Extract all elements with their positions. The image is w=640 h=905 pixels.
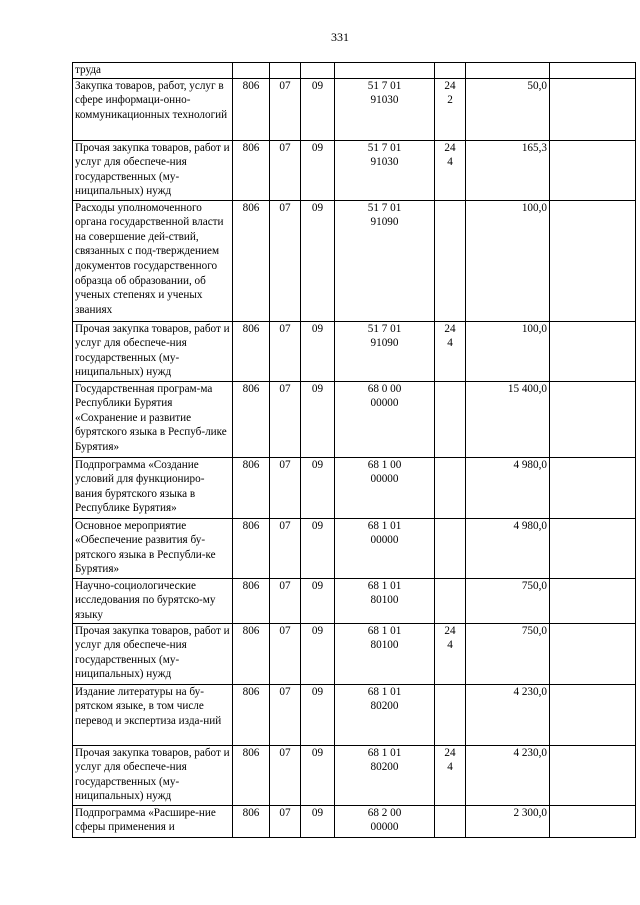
cell-vr bbox=[435, 684, 466, 745]
cell-ved: 806 bbox=[233, 623, 270, 684]
cell-vr bbox=[435, 140, 466, 200]
cell-csr bbox=[335, 578, 435, 623]
csr-line-2: 91030 bbox=[370, 156, 399, 169]
cell-ved: 806 bbox=[233, 745, 270, 805]
cell-empty bbox=[550, 745, 636, 805]
csr-line-1: 51 7 01 bbox=[367, 141, 402, 154]
vr-line-2: 4 bbox=[447, 337, 453, 350]
csr-line-1: 68 1 01 bbox=[367, 579, 402, 592]
cell-pr: 09 bbox=[301, 805, 335, 837]
vr-line-1: 24 bbox=[444, 624, 456, 637]
cell-csr bbox=[335, 381, 435, 457]
page-number: 331 bbox=[331, 30, 349, 44]
cell-pr bbox=[301, 63, 335, 79]
csr-line-1: 68 2 00 bbox=[367, 806, 402, 819]
cell-name: Расходы уполномоченного органа государственной власти на совершение дей-ствий, связанных с под-тверждением документов государственного образца об образовании, об ученых степенях и ученых званиях bbox=[73, 200, 233, 321]
cell-amount: 4 980,0 bbox=[466, 457, 550, 518]
csr-line-2: 91090 bbox=[370, 216, 399, 229]
cell-amount: 100,0 bbox=[466, 200, 550, 321]
cell-csr bbox=[335, 518, 435, 578]
cell-pr: 09 bbox=[301, 745, 335, 805]
cell-pr: 09 bbox=[301, 140, 335, 200]
cell-amount: 4 230,0 bbox=[466, 684, 550, 745]
csr-line-1: 68 1 00 bbox=[367, 458, 402, 471]
table-row bbox=[73, 457, 636, 518]
cell-rz: 07 bbox=[270, 200, 301, 321]
cell-empty bbox=[550, 518, 636, 578]
cell-empty bbox=[550, 63, 636, 79]
table-row bbox=[73, 805, 636, 837]
cell-vr bbox=[435, 623, 466, 684]
cell-pr: 09 bbox=[301, 321, 335, 381]
cell-pr: 09 bbox=[301, 457, 335, 518]
cell-empty bbox=[550, 78, 636, 140]
cell-csr bbox=[335, 140, 435, 200]
cell-vr bbox=[435, 457, 466, 518]
cell-vr bbox=[435, 518, 466, 578]
csr-line-1: 51 7 01 bbox=[367, 201, 402, 214]
cell-amount: 4 980,0 bbox=[466, 518, 550, 578]
cell-pr: 09 bbox=[301, 518, 335, 578]
cell-csr bbox=[335, 78, 435, 140]
cell-empty bbox=[550, 321, 636, 381]
cell-ved: 806 bbox=[233, 140, 270, 200]
csr-line-2: 80100 bbox=[370, 639, 399, 652]
cell-ved: 806 bbox=[233, 381, 270, 457]
cell-ved: 806 bbox=[233, 518, 270, 578]
cell-vr bbox=[435, 200, 466, 321]
cell-csr bbox=[335, 745, 435, 805]
csr-line-2: 00000 bbox=[370, 821, 399, 834]
table-row bbox=[73, 745, 636, 805]
table-row bbox=[73, 78, 636, 140]
csr-line-2: 00000 bbox=[370, 473, 399, 486]
csr-line-1: 68 0 00 bbox=[367, 382, 402, 395]
cell-pr: 09 bbox=[301, 200, 335, 321]
csr-line-2: 91090 bbox=[370, 337, 399, 350]
cell-rz: 07 bbox=[270, 805, 301, 837]
cell-vr bbox=[435, 578, 466, 623]
cell-ved: 806 bbox=[233, 200, 270, 321]
cell-rz: 07 bbox=[270, 623, 301, 684]
csr-line-2: 80200 bbox=[370, 761, 399, 774]
cell-vr bbox=[435, 78, 466, 140]
cell-empty bbox=[550, 684, 636, 745]
cell-amount: 750,0 bbox=[466, 623, 550, 684]
cell-csr bbox=[335, 684, 435, 745]
cell-empty bbox=[550, 578, 636, 623]
table-row bbox=[73, 140, 636, 200]
cell-name: Прочая закупка товаров, работ и услуг для обеспече-ния государственных (му-ниципальных) нужд bbox=[73, 321, 233, 381]
cell-ved: 806 bbox=[233, 457, 270, 518]
csr-line-2: 80200 bbox=[370, 700, 399, 713]
cell-amount bbox=[466, 63, 550, 79]
cell-name: Прочая закупка товаров, работ и услуг для обеспече-ния государственных (му-ниципальных) нужд bbox=[73, 623, 233, 684]
table-row bbox=[73, 684, 636, 745]
cell-name: Основное мероприятие «Обеспечение развития бу-рятского языка в Республи-ке Бурятия» bbox=[73, 518, 233, 578]
vr-line-1: 24 bbox=[444, 79, 456, 92]
csr-line-2: 00000 bbox=[370, 397, 399, 410]
vr-line-2: 2 bbox=[447, 94, 453, 107]
cell-empty bbox=[550, 805, 636, 837]
cell-csr bbox=[335, 623, 435, 684]
cell-ved: 806 bbox=[233, 78, 270, 140]
csr-line-1: 68 1 01 bbox=[367, 746, 402, 759]
cell-amount: 50,0 bbox=[466, 78, 550, 140]
table-row bbox=[73, 321, 636, 381]
cell-rz: 07 bbox=[270, 518, 301, 578]
cell-pr: 09 bbox=[301, 684, 335, 745]
cell-name: Закупка товаров, работ, услуг в сфере информаци-онно-коммуникационных технологий bbox=[73, 78, 233, 140]
cell-ved: 806 bbox=[233, 805, 270, 837]
cell-ved: 806 bbox=[233, 321, 270, 381]
cell-pr: 09 bbox=[301, 578, 335, 623]
vr-line-2: 4 bbox=[447, 639, 453, 652]
vr-line-1: 24 bbox=[444, 746, 456, 759]
cell-vr bbox=[435, 805, 466, 837]
cell-rz: 07 bbox=[270, 578, 301, 623]
cell-csr bbox=[335, 321, 435, 381]
cell-empty bbox=[550, 457, 636, 518]
cell-amount: 165,3 bbox=[466, 140, 550, 200]
cell-rz: 07 bbox=[270, 684, 301, 745]
cell-rz: 07 bbox=[270, 745, 301, 805]
csr-line-1: 68 1 01 bbox=[367, 519, 402, 532]
cell-empty bbox=[550, 381, 636, 457]
cell-empty bbox=[550, 140, 636, 200]
cell-vr bbox=[435, 63, 466, 79]
cell-amount: 4 230,0 bbox=[466, 745, 550, 805]
cell-name: Прочая закупка товаров, работ и услуг для обеспече-ния государственных (му-ниципальных) нужд bbox=[73, 140, 233, 200]
cell-rz bbox=[270, 63, 301, 79]
cell-empty bbox=[550, 200, 636, 321]
cell-ved bbox=[233, 63, 270, 79]
cell-pr: 09 bbox=[301, 78, 335, 140]
table-row bbox=[73, 200, 636, 321]
csr-line-1: 51 7 01 bbox=[367, 322, 402, 335]
table-body bbox=[73, 63, 636, 838]
csr-line-2: 00000 bbox=[370, 534, 399, 547]
csr-line-2: 91030 bbox=[370, 94, 399, 107]
cell-amount: 15 400,0 bbox=[466, 381, 550, 457]
cell-csr bbox=[335, 63, 435, 79]
vr-line-1: 24 bbox=[444, 141, 456, 154]
cell-pr: 09 bbox=[301, 623, 335, 684]
vr-line-2: 4 bbox=[447, 156, 453, 169]
cell-name: Научно-социологические исследования по бурятско-му языку bbox=[73, 578, 233, 623]
cell-rz: 07 bbox=[270, 321, 301, 381]
cell-rz: 07 bbox=[270, 457, 301, 518]
cell-amount: 2 300,0 bbox=[466, 805, 550, 837]
budget-table bbox=[72, 62, 636, 838]
cell-name: Прочая закупка товаров, работ и услуг для обеспече-ния государственных (му-ниципальных) нужд bbox=[73, 745, 233, 805]
cell-amount: 750,0 bbox=[466, 578, 550, 623]
cell-name: Издание литературы на бу-рятском языке, в том числе перевод и экспертиза изда-ний bbox=[73, 684, 233, 745]
cell-rz: 07 bbox=[270, 381, 301, 457]
cell-vr bbox=[435, 321, 466, 381]
cell-csr bbox=[335, 457, 435, 518]
table-row bbox=[73, 63, 636, 79]
table-row bbox=[73, 623, 636, 684]
cell-vr bbox=[435, 381, 466, 457]
cell-ved: 806 bbox=[233, 578, 270, 623]
cell-amount: 100,0 bbox=[466, 321, 550, 381]
cell-name: Подпрограмма «Создание условий для функциониро-вания бурятского языка в Республике Бурятия» bbox=[73, 457, 233, 518]
cell-csr bbox=[335, 805, 435, 837]
cell-empty bbox=[550, 623, 636, 684]
table-row bbox=[73, 518, 636, 578]
table-row bbox=[73, 381, 636, 457]
csr-line-1: 68 1 01 bbox=[367, 624, 402, 637]
cell-name: Подпрограмма «Расшире-ние сферы применения и bbox=[73, 805, 233, 837]
cell-vr bbox=[435, 745, 466, 805]
csr-line-2: 80100 bbox=[370, 594, 399, 607]
vr-line-1: 24 bbox=[444, 322, 456, 335]
cell-name: труда bbox=[73, 63, 233, 79]
table-row bbox=[73, 578, 636, 623]
csr-line-1: 68 1 01 bbox=[367, 685, 402, 698]
cell-ved: 806 bbox=[233, 684, 270, 745]
vr-line-2: 4 bbox=[447, 761, 453, 774]
cell-name: Государственная програм-ма Республики Бурятия «Сохранение и развитие бурятского языка в Респуб-лике Бурятия» bbox=[73, 381, 233, 457]
cell-csr bbox=[335, 200, 435, 321]
cell-rz: 07 bbox=[270, 78, 301, 140]
cell-pr: 09 bbox=[301, 381, 335, 457]
csr-line-1: 51 7 01 bbox=[367, 79, 402, 92]
cell-rz: 07 bbox=[270, 140, 301, 200]
